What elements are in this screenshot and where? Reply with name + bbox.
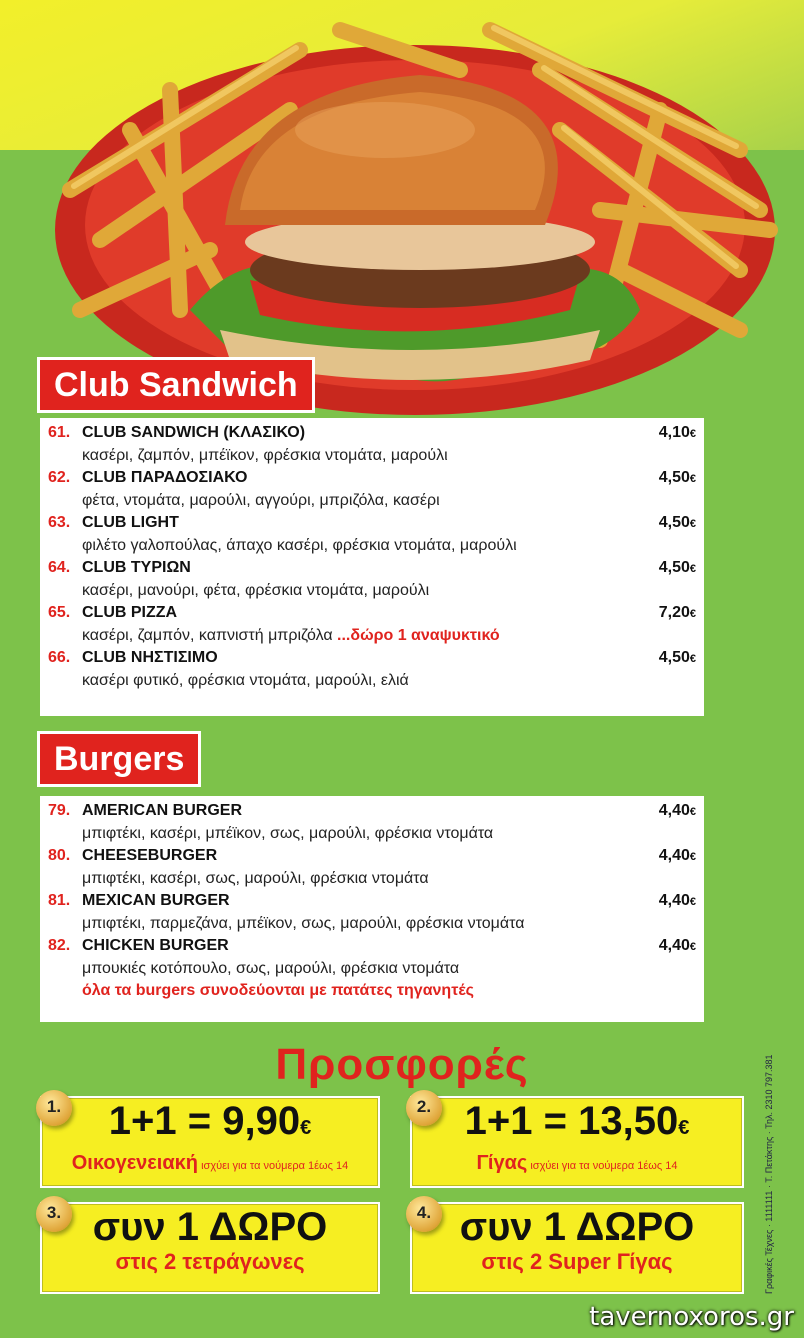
- item-number: 66.: [48, 649, 71, 666]
- offer-4: [410, 1202, 744, 1294]
- menu-item: [48, 422, 696, 467]
- offer-2: [410, 1096, 744, 1188]
- item-name: MEXICAN BURGER: [82, 892, 230, 909]
- item-body: [82, 467, 696, 512]
- offers-title: Προσφορές: [275, 1040, 529, 1089]
- item-description: κασέρι, μανούρι, φέτα, φρέσκια ντομάτα, μαρούλι: [82, 582, 430, 599]
- item-number: 65.: [48, 604, 71, 621]
- menu-item: [48, 647, 696, 692]
- item-name: CLUB LIGHT: [82, 514, 179, 531]
- offer-label: στις 2 τετράγωνες: [115, 1249, 305, 1274]
- item-description: φιλέτο γαλοπούλας, άπαχο κασέρι, φρέσκια ντομάτα, μαρούλι: [82, 537, 517, 554]
- item-price: 4,40€: [658, 937, 696, 954]
- item-number: 61.: [48, 424, 71, 441]
- offer-badge: 2.: [406, 1090, 442, 1126]
- offer-label: Γίγας ισχύει για τα νούμερα 1έως 14: [476, 1152, 678, 1174]
- item-promo: ...δώρο 1 αναψυκτικό: [332, 627, 500, 644]
- item-body: [82, 422, 696, 467]
- item-price: 4,40€: [658, 847, 696, 864]
- item-name-row: [82, 602, 696, 625]
- offer-badge: 4.: [406, 1196, 442, 1232]
- item-number: 63.: [48, 514, 71, 531]
- item-body: [82, 800, 696, 845]
- item-name-row: [82, 422, 696, 445]
- item-number: 64.: [48, 559, 71, 576]
- club-sandwich-list: [40, 418, 704, 716]
- offer-price: 1+1 = 13,50€: [464, 1099, 690, 1143]
- menu-item: [48, 890, 696, 935]
- item-number: 79.: [48, 802, 71, 819]
- item-name: CLUB ΝΗΣΤΙΣΙΜΟ: [82, 649, 218, 666]
- item-name: CLUB PIZZA: [82, 604, 178, 621]
- offer-label: στις 2 Super Γίγας: [481, 1249, 673, 1274]
- item-name: CLUB ΠΑΡΑΔΟΣΙΑΚΟ: [82, 469, 248, 486]
- item-price: 4,40€: [658, 892, 696, 909]
- menu-item: [48, 800, 696, 845]
- item-name-row: [82, 647, 696, 670]
- item-description: κασέρι, ζαμπόν, μπέϊκον, φρέσκια ντομάτα, μαρούλι: [82, 447, 448, 464]
- item-price: 4,50€: [658, 559, 696, 576]
- menu-item: [48, 512, 696, 557]
- item-price: 4,40€: [658, 802, 696, 819]
- item-name: CLUB SANDWICH (ΚΛΑΣΙΚΟ): [82, 424, 306, 441]
- item-description: κασέρι φυτικό, φρέσκια ντομάτα, μαρούλι, ελιά: [82, 672, 409, 689]
- offer-badge: 3.: [36, 1196, 72, 1232]
- menu-item: [48, 557, 696, 602]
- item-body: [82, 647, 696, 692]
- item-body: [82, 935, 696, 980]
- website-watermark: tavernoxoros.gr: [589, 1302, 794, 1332]
- menu-item: [48, 845, 696, 890]
- item-description: κασέρι, ζαμπόν, καπνιστή μπριζόλα ...δώρο 1 αναψυκτικό: [82, 627, 500, 644]
- item-name-row: [82, 467, 696, 490]
- offer-3: [40, 1202, 380, 1294]
- menu-item: [48, 602, 696, 647]
- item-number: 80.: [48, 847, 71, 864]
- item-name-row: [82, 800, 696, 823]
- item-body: [82, 512, 696, 557]
- burgers-heading: Burgers: [40, 734, 198, 784]
- item-name-row: [82, 512, 696, 535]
- item-price: 4,50€: [658, 649, 696, 666]
- item-description: φέτα, ντομάτα, μαρούλι, αγγούρι, μπριζόλα, κασέρι: [82, 492, 440, 509]
- menu-item: [48, 935, 696, 980]
- item-price: 4,10€: [658, 424, 696, 441]
- item-price: 4,50€: [658, 469, 696, 486]
- item-price: 7,20€: [658, 604, 696, 621]
- item-number: 81.: [48, 892, 71, 909]
- item-body: [82, 845, 696, 890]
- item-name-row: [82, 845, 696, 868]
- burgers-note: [48, 980, 696, 1002]
- item-name-row: [82, 890, 696, 913]
- item-description: μπουκιές κοτόπουλο, σως, μαρούλι, φρέσκια ντομάτα: [82, 960, 460, 977]
- item-name: CHEESEBURGER: [82, 847, 218, 864]
- item-name: AMERICAN BURGER: [82, 802, 242, 819]
- burgers-note-text: όλα τα burgers συνοδεύονται με πατάτες τηγανητές: [82, 982, 474, 999]
- burgers-list: [40, 796, 704, 1022]
- item-number: 82.: [48, 937, 71, 954]
- item-name-row: [82, 557, 696, 580]
- offer-label: Οικογενειακή ισχύει για τα νούμερα 1έως 14: [71, 1152, 349, 1174]
- offer-badge: 1.: [36, 1090, 72, 1126]
- menu-item: [48, 467, 696, 512]
- item-description: μπιφτέκι, κασέρι, μπέϊκον, σως, μαρούλι, φρέσκια ντομάτα: [82, 825, 494, 842]
- printer-credit: Γραφικές Τέχνες · 1111111 · Τ. Πετάκτης · Τηλ. 2310 797.381: [764, 1054, 774, 1294]
- item-description: μπιφτέκι, παρμεζάνα, μπέϊκον, σως, μαρούλι, φρέσκια ντομάτα: [82, 915, 525, 932]
- item-number: 62.: [48, 469, 71, 486]
- item-description: μπιφτέκι, κασέρι, σως, μαρούλι, φρέσκια ντομάτα: [82, 870, 429, 887]
- burger-plate-image: [40, 10, 780, 420]
- offer-gift: συν 1 ΔΩΡΟ: [92, 1205, 328, 1249]
- item-name: CHICKEN BURGER: [82, 937, 229, 954]
- offer-price: 1+1 = 9,90€: [108, 1099, 312, 1143]
- offer-1: [40, 1096, 380, 1188]
- offer-gift: συν 1 ΔΩΡΟ: [459, 1205, 695, 1249]
- item-body: [82, 890, 696, 935]
- item-name-row: [82, 935, 696, 958]
- item-name: CLUB ΤΥΡΙΩΝ: [82, 559, 191, 576]
- club-sandwich-heading: Club Sandwich: [40, 360, 312, 410]
- item-body: [82, 602, 696, 647]
- item-body: [82, 557, 696, 602]
- item-price: 4,50€: [658, 514, 696, 531]
